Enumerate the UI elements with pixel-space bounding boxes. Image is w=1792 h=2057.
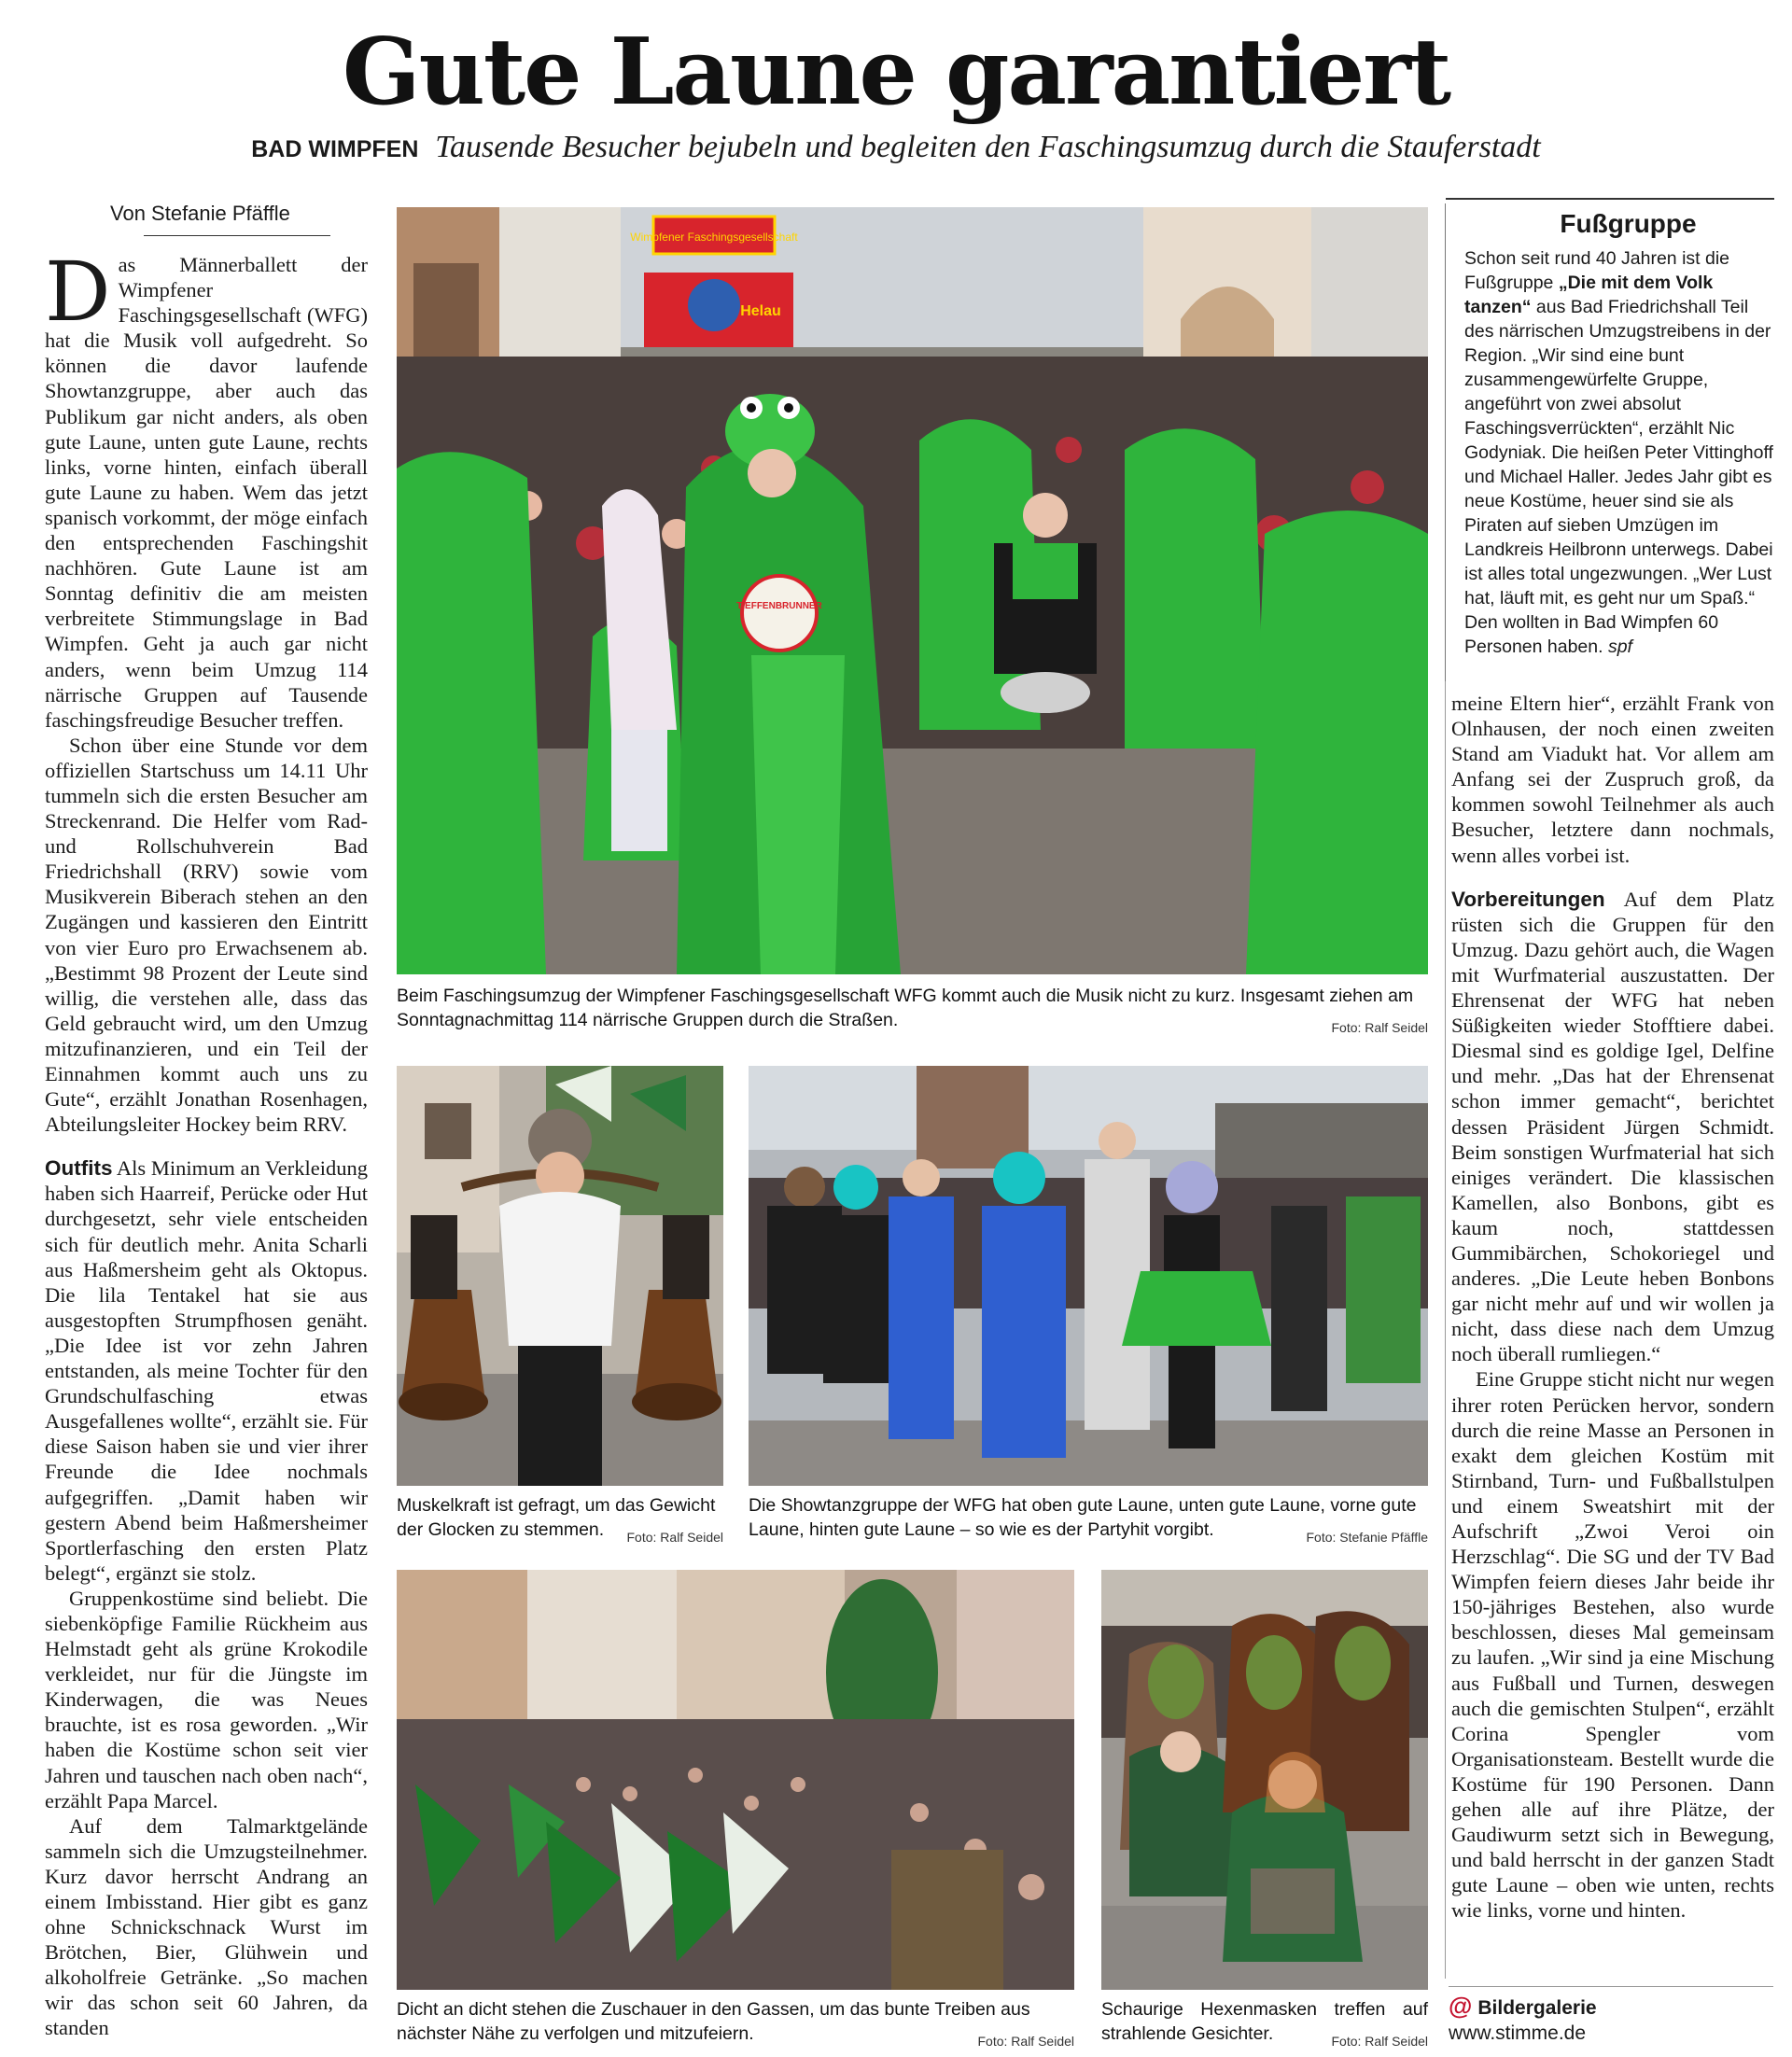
- info-box-title: Fußgruppe: [1560, 209, 1697, 238]
- subheadline: Tausende Besucher bejubeln und begleiten den Faschingsumzug durch die Stauferstadt: [435, 130, 1541, 164]
- caption-text: Muskelkraft ist gefragt, um das Gewicht der Glocken zu stemmen.: [397, 1495, 716, 1540]
- author-initials: spf: [1607, 637, 1632, 657]
- byline: Von Stefanie Pfäffle: [110, 202, 290, 225]
- photo-credit: Foto: Ralf Seidel: [1331, 2034, 1428, 2049]
- paragraph: Auf dem Talmarktgelände sammeln sich die Umzugsteilnehmer. Kurz davor herrscht Andrang an einem Imbisstand. Hier gibt es ganz ohne Schnickschnack Wurst im Brötchen, Bier, Glühwein und alkoholfreie Getränke. „So machen wir das schon seit 60 Jahren, da standen: [45, 1813, 368, 2040]
- info-box-rule: [1446, 198, 1774, 200]
- info-box: [1445, 203, 1792, 681]
- showdance-caption: [749, 1493, 1428, 1549]
- group-name: „Die mit dem Volk tanzen“: [1464, 273, 1714, 317]
- gallery-rule: [1449, 1986, 1773, 1987]
- drop-cap: D: [45, 244, 111, 340]
- article-column-1: [45, 244, 368, 2041]
- paragraph: Als Minimum an Verkleidung haben sich Haarreif, Perücke oder Hut durchgesetzt, sehr viele entscheiden sich für deutlich mehr. Anita Scharli aus Haßmersheim geht als Oktopus. Die lila Tentakel hat sie aus ausgestopften Strumpfhosen genäht. „Die Idee ist vor zehn Jahren entstanden, als meine Tochter für den Grundschulfasching etwas Ausgefallenes wollte“, erzählt sie. Für diese Saison haben sie und vier ihrer Freunde die Idee nochmals aufgegriffen. „Damit haben wir gestern Abend beim Haßmersheimer Sportlerfasching den ersten Platz belegt“, ergänzt sie stolz.: [45, 1156, 368, 1585]
- photo-credit: Foto: Stefanie Pfäffle: [1306, 1530, 1428, 1545]
- dateline: BAD WIMPFEN: [251, 136, 419, 162]
- wagon-sign: Wimpfener Faschingsgesellschaft: [630, 231, 798, 244]
- subhead: Outfits: [45, 1156, 113, 1181]
- subhead: Vorbereitungen: [1451, 887, 1605, 911]
- main-photo-caption: [397, 984, 1428, 1040]
- showdance-photo: [749, 1066, 1428, 1486]
- drum-label: TIEFFENBRUNNER: [736, 601, 822, 611]
- paragraph: Schon über eine Stunde vor dem offiziellen Startschuss um 14.11 Uhr tummeln sich die ersten Besucher am Streckenrand. Die Helfer vom Rad- und Rollschuhverein Bad Friedrichshall (RRV) sowie vom Musikverein Biberach stehen an den Zugängen und kassieren den Eintritt von vier Euro pro Erwachsenem ab. „Bestimmt 98 Prozent der Leute sind willig, die verstehen alle, dass das Geld gebraucht wird, um den Umzug mitzufinanzieren, und ein Teil der Einnahmen kommt auch uns zu Gute“, erzählt Jonathan Rosenhagen, Abteilungsleiter Hockey beim RRV.: [45, 733, 368, 1137]
- paragraph: Auf dem Platz rüsten sich die Gruppen für den Umzug. Dazu gehört auch, die Wagen mit Wurfmaterial auszustatten. Der Ehrensenat der WFG hat neben Süßigkeiten wieder Stofftiere dabei. Diesmal sind es goldige Igel, Delfine und mehr. „Das hat der Ehrensenat schon immer gemacht“, berichtet dessen Präsident Jürgen Schmidt. Beim sonstigen Wurfmaterial hat sich einiges verändert. Die klassischen Kamellen, also Bonbons, gibt es kaum noch, stattdessen Gummibärchen, Schokoriegel und anderes. „Die Leute heben Bonbons gar nicht mehr auf und wir wollen ja nicht, dass diese nach dem Umzug noch überall rumliegen.“: [1451, 887, 1774, 1366]
- info-box-text: Schon seit rund 40 Jahren ist die Fußgruppe „Die mit dem Volk tanzen“ aus Bad Friedrichshall Teil des närrischen Umzugstreibens in der Region. „Wir sind eine bunt zusammengewürfelte Gruppe, angeführt von zwei absolut Faschingsverrückten“, erzählt Nic Godyniak. Die heißen Peter Vittinghoff und Michael Haller. Jedes Jahr gibt es neue Kostüme, heuer sind sie als Piraten auf sieben Umzügen im Landkreis Heilbronn unterwegs. Dabei ist alles total ungezwungen. „Wer Lust hat, läuft mit, es geht nur um Spaß.“ Den wollten in Bad Wimpfen 60 Personen haben. spf: [1464, 248, 1773, 657]
- paragraph: meine Eltern hier“, erzählt Frank von Olnhausen, der noch einen zweiten Stand am Viadukt hat. Vor allem am Anfang sei der Zuspruch groß, da kommen sowohl Teilnehmer als auch Besucher, letztere dann nochmals, wenn alles vorbei ist.: [1451, 692, 1774, 867]
- main-photo: [397, 207, 1428, 974]
- column-rule: [1445, 681, 1446, 1979]
- caption-text: Dicht an dicht stehen die Zuschauer in den Gassen, um das bunte Treiben aus nächster Nähe zu verfolgen und mitzufeiern.: [397, 1999, 1030, 2044]
- caption-text: Die Showtanzgruppe der WFG hat oben gute Laune, unten gute Laune, vorne gute Laune, hinten gute Laune – so wie es der Partyhit vorgibt.: [749, 1495, 1417, 1540]
- wagon-helau: Helau: [740, 303, 781, 319]
- witch-caption: [1101, 1997, 1428, 2053]
- crowd-caption: [397, 1997, 1074, 2053]
- crowd-photo: [397, 1570, 1074, 1990]
- caption-text: Schaurige Hexenmasken treffen auf strahlende Gesichter.: [1101, 1999, 1428, 2044]
- paragraph: Gruppenkostüme sind beliebt. Die siebenköpfige Familie Rückheim aus Helmstadt geht als grüne Krokodile verkleidet, nur für die Jüngste im Kinderwagen, die was Neues brauchte, ist es rosa geworden. „Wir haben die Kostüme schon seit vier Jahren und tauschen nach oben nach“, erzählt Papa Marcel.: [45, 1586, 368, 1812]
- gallery-label: Bildergalerie: [1477, 1997, 1597, 2019]
- headline: Gute Laune garantiert: [342, 19, 1450, 126]
- gallery-url[interactable]: www.stimme.de: [1449, 2022, 1587, 2044]
- article-column-3: [1451, 691, 1774, 1924]
- paragraph: as Männerballett der Wimpfener Faschingsgesellschaft (WFG) hat die Musik voll aufgedreht. So können die davor laufende Showtanzgruppe, aber auch das Publikum gar nicht anders, als oben gute Laune, unten gute Laune, rechts links, vorne hinten, einfach überall gute Laune zu haben. Wem das jetzt spanisch vorkommt, der möge einfach den entsprechenden Faschingshit nachhören. Gute Laune ist am Sonntag definitiv die am meisten verbreitete Stimmungslage in Bad Wimpfen. Geht ja auch gar nicht anders, wenn beim Umzug 114 närrische Gruppen auf Tausende faschingsfreudige Besucher treffen.: [45, 253, 368, 732]
- photo-credit: Foto: Ralf Seidel: [977, 2034, 1074, 2049]
- bells-photo: [397, 1066, 723, 1486]
- at-icon: @: [1449, 1992, 1473, 2020]
- subheadline-line: [0, 129, 1792, 168]
- witch-photo: [1101, 1570, 1428, 1990]
- caption-text: Beim Faschingsumzug der Wimpfener Faschingsgesellschaft WFG kommt auch die Musik nicht zu kurz. Insgesamt ziehen am Sonntagnachmittag 114 närrische Gruppen durch die Straßen.: [397, 986, 1414, 1030]
- byline-rule: [144, 235, 330, 236]
- photo-credit: Foto: Ralf Seidel: [1331, 1020, 1428, 1035]
- bells-caption: [397, 1493, 723, 1549]
- paragraph: Eine Gruppe sticht nicht nur wegen ihrer roten Perücken hervor, sondern durch die reine Masse an Personen in exakt dem gleichen Kostüm mit Stirnband, Turn- und Fußballstulpen und einem Sweatshirt mit der Aufschrift „Zwoi Veroi oin Herzschlag“. Die SG und der TV Bad Wimpfen feiern dieses Jahr beide ihr 150-jähriges Bestehen, also wurde beschlossen, dieses Mal gemeinsam zu laufen. „Wir sind ja eine Mischung aus Fußball und Turnen, deswegen auch die gemischten Stulpen“, erzählt Corina Spengler vom Organisationsteam. Bestellt wurde die Kostüme für 190 Personen. Dann gehen alle auf ihre Plätze, der Gaudiwurm setzt sich in Bewegung, und bald herrscht in der ganzen Stadt gute Laune – oben wie unten, rechts wie links, vorne und hinten.: [1451, 1367, 1774, 1923]
- gallery-link[interactable]: [1449, 1994, 1597, 2046]
- photo-credit: Foto: Ralf Seidel: [626, 1530, 723, 1545]
